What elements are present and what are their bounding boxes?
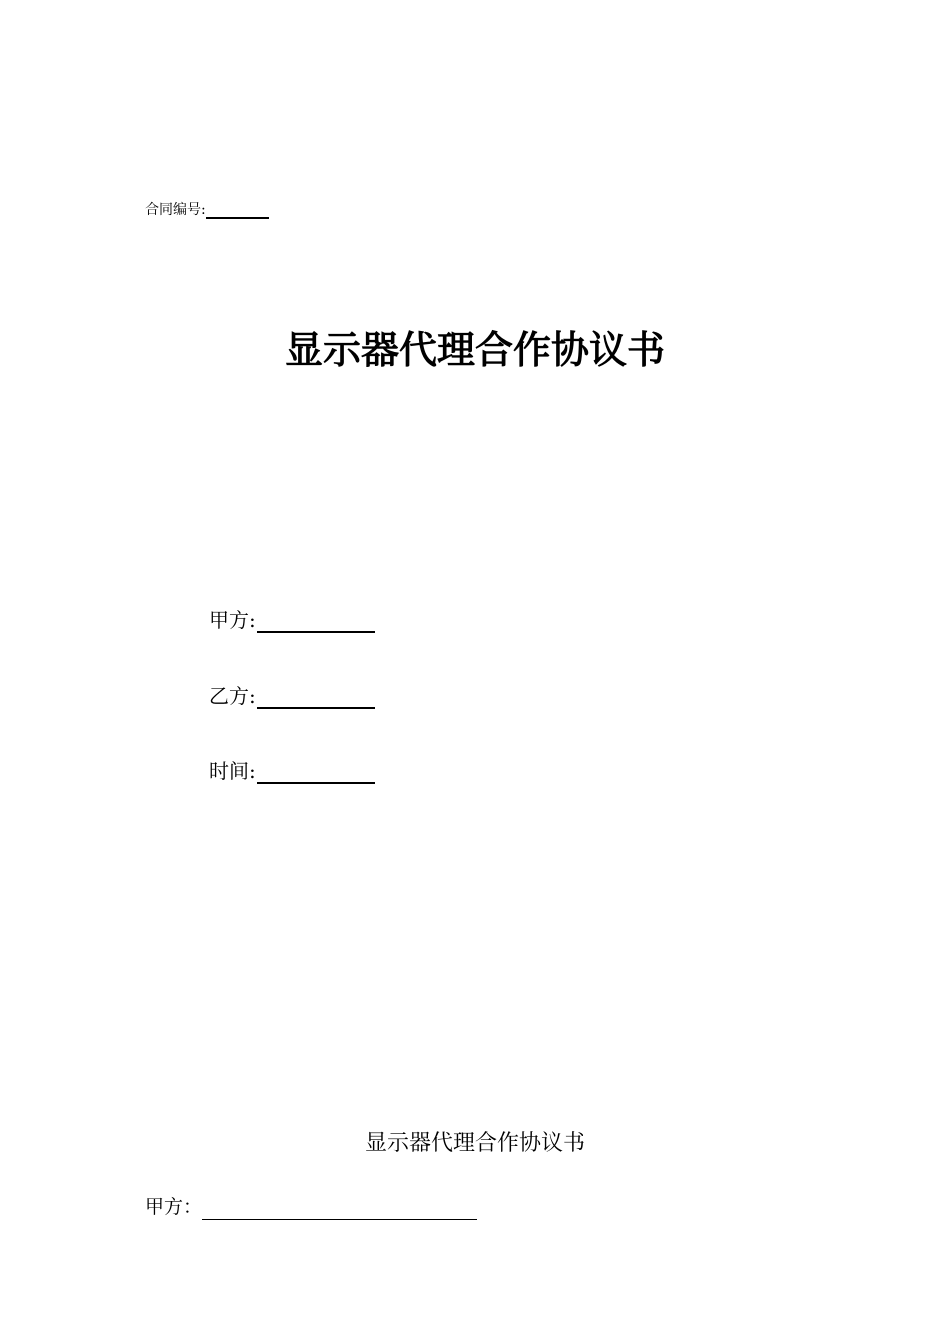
date-blank (257, 762, 375, 784)
party-a-blank (257, 611, 375, 633)
body-party-a-blank (202, 1199, 477, 1220)
party-b-label: 乙方: (209, 684, 256, 708)
contract-number-label: 合同编号: (145, 202, 206, 218)
party-a-field (209, 607, 375, 633)
body-party-a-line (145, 1194, 477, 1220)
date-label: 时间: (209, 759, 256, 783)
party-a-label: 甲方: (209, 608, 256, 632)
cover-title: 显示器代理合作协议书 (284, 327, 665, 372)
body-party-a-label: 甲方： (145, 1196, 203, 1218)
contract-number-blank (206, 203, 269, 219)
contract-number-line (145, 201, 269, 219)
body-title: 显示器代理合作协议书 (364, 1131, 585, 1156)
date-field (209, 758, 375, 784)
party-b-blank (257, 687, 375, 709)
party-b-field (209, 683, 375, 709)
